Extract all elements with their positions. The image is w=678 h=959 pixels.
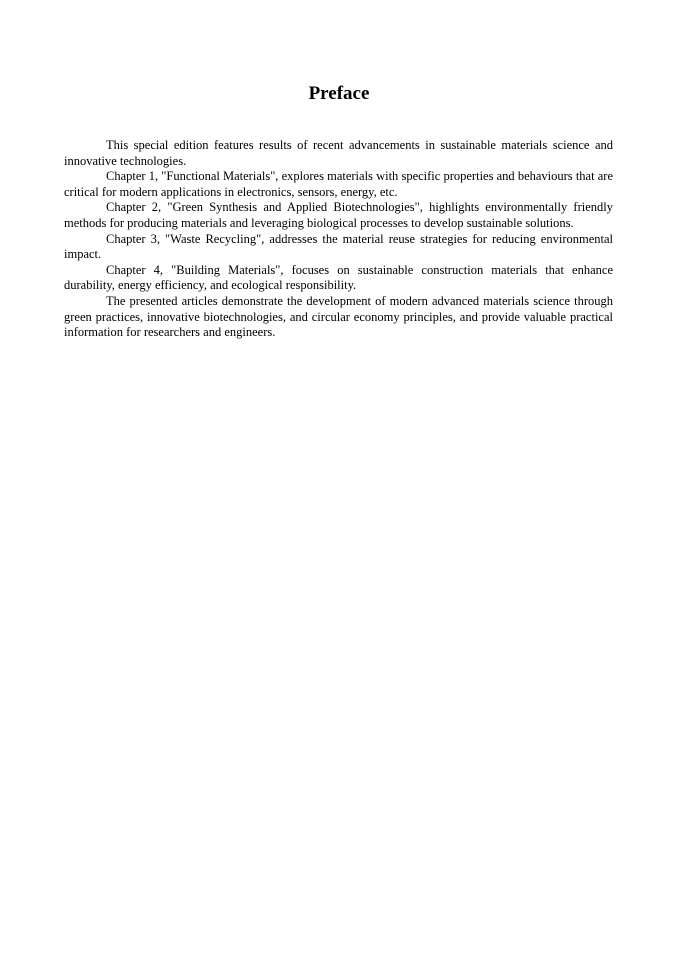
page-title: Preface	[308, 83, 370, 104]
paragraph-chapter-3: Chapter 3, "Waste Recycling", addresses the material reuse strategies for reducing environmental impact.	[64, 231, 613, 262]
paragraph-chapter-1: Chapter 1, "Functional Materials", explores materials with specific properties and behaviours that are critical for modern applications in electronics, sensors, energy, etc.	[64, 169, 613, 199]
paragraph-intro: This special edition features results of recent advancements in sustainable materials science and innovative technologies.	[64, 138, 613, 168]
paragraph-chapter-2: Chapter 2, "Green Synthesis and Applied Biotechnologies", highlights environmentally friendly methods for producing materials and leveraging biological processes to develop sustainable solutions.	[64, 200, 613, 230]
paragraph-conclusion: The presented articles demonstrate the development of modern advanced materials science through green practices, innovative biotechnologies, and circular economy principles, and provide valuable practical information for researchers and engineers.	[64, 293, 613, 340]
paragraph-chapter-4: Chapter 4, "Building Materials", focuses on sustainable construction materials that enhance durability, energy efficiency, and ecological responsibility.	[64, 262, 613, 293]
preface-body	[64, 138, 613, 341]
